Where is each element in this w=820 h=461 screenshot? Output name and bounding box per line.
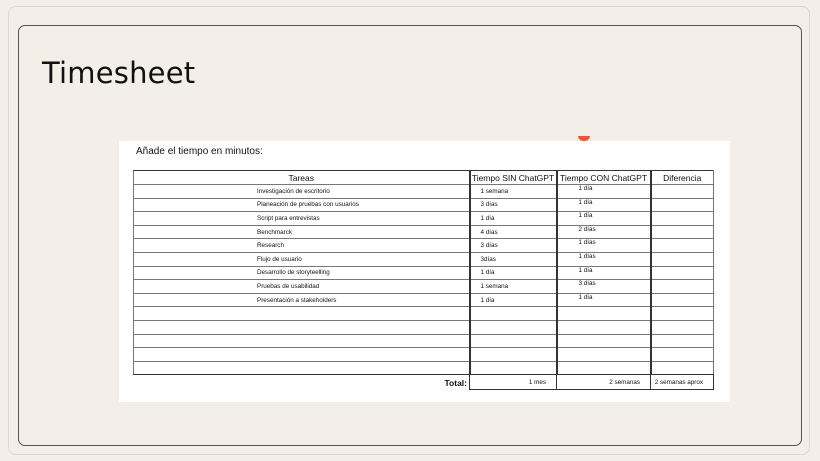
table-row	[134, 348, 714, 362]
tiempo-sin-cell[interactable]	[470, 361, 557, 375]
timesheet-table	[133, 170, 714, 390]
tiempo-con-cell[interactable]	[557, 320, 651, 334]
tiempo-sin-cell[interactable]: 1 día	[470, 212, 557, 226]
table-row	[134, 239, 714, 253]
header-tiempo-con: Tiempo CON ChatGPT	[557, 171, 651, 185]
slide-title: Timesheet	[42, 56, 196, 90]
diferencia-cell[interactable]	[651, 225, 714, 239]
diferencia-cell[interactable]	[651, 252, 714, 266]
table-row	[134, 185, 714, 199]
tiempo-con-cell[interactable]	[557, 334, 651, 348]
diferencia-cell[interactable]	[651, 334, 714, 348]
tiempo-sin-cell[interactable]: 3días	[470, 252, 557, 266]
table-row	[134, 266, 714, 280]
diferencia-cell[interactable]	[651, 307, 714, 321]
task-cell[interactable]	[134, 361, 470, 375]
header-tareas: Tareas	[134, 171, 470, 185]
tiempo-sin-cell[interactable]: 3 días	[470, 198, 557, 212]
tiempo-con-cell[interactable]: 1 días	[557, 239, 651, 253]
table-row	[134, 280, 714, 294]
total-label: Total:	[444, 377, 467, 388]
tiempo-con-cell[interactable]: 1 día	[557, 293, 651, 307]
tiempo-sin-cell[interactable]: 4 días	[470, 225, 557, 239]
total-diferencia: 2 semanas aprox	[651, 375, 714, 390]
task-cell[interactable]: Desarrollo de storyteelling	[134, 266, 470, 280]
tiempo-con-cell[interactable]	[557, 307, 651, 321]
header-diferencia: Diferencia	[651, 171, 714, 185]
header-row	[134, 171, 714, 185]
task-cell[interactable]: Script para entrevistas	[134, 212, 470, 226]
table-row	[134, 307, 714, 321]
total-sin: 1 mes	[470, 375, 557, 390]
tiempo-sin-cell[interactable]: 1 día	[470, 293, 557, 307]
diferencia-cell[interactable]	[651, 198, 714, 212]
diferencia-cell[interactable]	[651, 293, 714, 307]
task-cell[interactable]	[134, 307, 470, 321]
task-cell[interactable]: Benchmarck	[134, 225, 470, 239]
tiempo-sin-cell[interactable]	[470, 348, 557, 362]
task-cell[interactable]: Research	[134, 239, 470, 253]
diferencia-cell[interactable]	[651, 185, 714, 199]
tiempo-sin-cell[interactable]	[470, 334, 557, 348]
table-row	[134, 225, 714, 239]
tiempo-sin-cell[interactable]: 1 semana	[470, 280, 557, 294]
tiempo-con-cell[interactable]: 1 día	[557, 266, 651, 280]
table-row	[134, 198, 714, 212]
tiempo-con-cell[interactable]: 2 días	[557, 225, 651, 239]
instruction-text: Añade el tiempo en minutos:	[136, 146, 263, 157]
diferencia-cell[interactable]	[651, 361, 714, 375]
tiempo-con-cell[interactable]: 1 días	[557, 252, 651, 266]
task-cell[interactable]: Investigación de escritorio	[134, 185, 470, 199]
tiempo-con-cell[interactable]: 3 días	[557, 280, 651, 294]
diferencia-cell[interactable]	[651, 280, 714, 294]
task-cell[interactable]	[134, 334, 470, 348]
tiempo-sin-cell[interactable]: 1 día	[470, 266, 557, 280]
tiempo-sin-cell[interactable]: 1 semana	[470, 185, 557, 199]
table-row	[134, 252, 714, 266]
diferencia-cell[interactable]	[651, 266, 714, 280]
table-row	[134, 361, 714, 375]
total-row	[134, 375, 714, 390]
header-tiempo-sin: Tiempo SIN ChatGPT	[470, 171, 557, 185]
diferencia-cell[interactable]	[651, 239, 714, 253]
task-cell[interactable]: Presentación a stakeholders	[134, 293, 470, 307]
tiempo-con-cell[interactable]	[557, 348, 651, 362]
tiempo-sin-cell[interactable]: 3 días	[470, 239, 557, 253]
diferencia-cell[interactable]	[651, 212, 714, 226]
total-con: 2 semanas	[557, 375, 651, 390]
tiempo-con-cell[interactable]: 1 día	[557, 198, 651, 212]
table-row	[134, 320, 714, 334]
diferencia-cell[interactable]	[651, 348, 714, 362]
tiempo-con-cell[interactable]: 1 día	[557, 212, 651, 226]
task-cell[interactable]: Pruebas de usabilidad	[134, 280, 470, 294]
task-cell[interactable]: Planeación de pruebas con usuarios	[134, 198, 470, 212]
task-cell[interactable]	[134, 348, 470, 362]
task-cell[interactable]: Flujo de usuario	[134, 252, 470, 266]
table-row	[134, 293, 714, 307]
tiempo-con-cell[interactable]: 1 día	[557, 185, 651, 199]
diferencia-cell[interactable]	[651, 320, 714, 334]
task-cell[interactable]	[134, 320, 470, 334]
tiempo-sin-cell[interactable]	[470, 320, 557, 334]
table-row	[134, 334, 714, 348]
tiempo-con-cell[interactable]	[557, 361, 651, 375]
table-row	[134, 212, 714, 226]
tiempo-sin-cell[interactable]	[470, 307, 557, 321]
